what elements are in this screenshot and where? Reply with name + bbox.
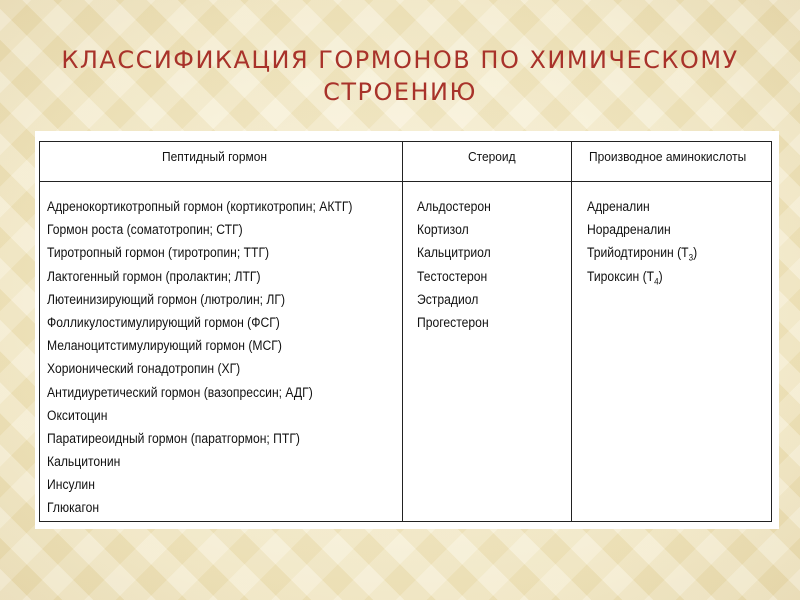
list-item: Эстрадиол bbox=[417, 291, 479, 307]
list-item: Трийодтиронин $(Т_3)$ bbox=[587, 245, 698, 264]
list-item: Адренокортикотропный гормон (кортикотропин; АКТГ) bbox=[47, 199, 353, 214]
list-item: Лютеинизирующий гормон (лютролин; ЛГ) bbox=[47, 291, 286, 307]
list-item: Лактогенный гормон (пролактин; ЛТГ) bbox=[47, 268, 261, 284]
slide-title-line-1: КЛАССИФИКАЦИЯ ГОРМОНОВ ПО ХИМИЧЕСКОМУ bbox=[61, 46, 739, 74]
list-item: Гормон роста (соматотропин; СТГ) bbox=[47, 222, 243, 238]
amino-acid-derivative-column bbox=[587, 195, 709, 288]
peptide-column bbox=[47, 195, 386, 520]
list-item: Адреналин bbox=[587, 199, 650, 214]
list-item: Хорионический гонадотропин (ХГ) bbox=[47, 361, 241, 377]
header-amino-acid-derivative: Производное аминокислоты bbox=[589, 149, 747, 164]
list-item: Кальцитриол bbox=[417, 245, 491, 261]
header-steroid: Стероид bbox=[468, 149, 516, 164]
steroid-column bbox=[417, 195, 499, 334]
list-item: Глюкагон bbox=[47, 500, 100, 516]
hormone-classification-table bbox=[39, 141, 772, 522]
header-divider bbox=[40, 181, 771, 182]
column-divider bbox=[402, 142, 403, 521]
list-item: Инсулин bbox=[47, 477, 95, 493]
list-item: Тестостерон bbox=[417, 268, 488, 284]
list-item: Альдостерон bbox=[417, 199, 491, 214]
slide-title-line-2: СТРОЕНИЮ bbox=[323, 78, 477, 106]
list-item: Антидиуретический гормон (вазопрессин; АДГ) bbox=[47, 384, 313, 400]
list-item: Тиротропный гормон (тиротропин; ТТГ) bbox=[47, 245, 270, 261]
list-item: Фолликулостимулирующий гормон (ФСГ) bbox=[47, 314, 280, 330]
list-item: Прогестерон bbox=[417, 314, 489, 330]
column-divider bbox=[571, 142, 572, 521]
list-item: Тироксин $(Т_4)$ bbox=[587, 268, 663, 287]
list-item: Кортизол bbox=[417, 222, 469, 238]
list-item: Кальцитонин bbox=[47, 454, 121, 470]
list-item: Меланоцитстимулирующий гормон (МСГ) bbox=[47, 338, 282, 354]
list-item: Паратиреоидный гормон (паратгормон; ПТГ) bbox=[47, 430, 300, 446]
list-item: Норадреналин bbox=[587, 222, 671, 238]
header-peptide: Пептидный гормон bbox=[162, 149, 267, 164]
table-image bbox=[35, 131, 779, 529]
list-item: Окситоцин bbox=[47, 407, 108, 423]
slide-title bbox=[0, 44, 800, 108]
